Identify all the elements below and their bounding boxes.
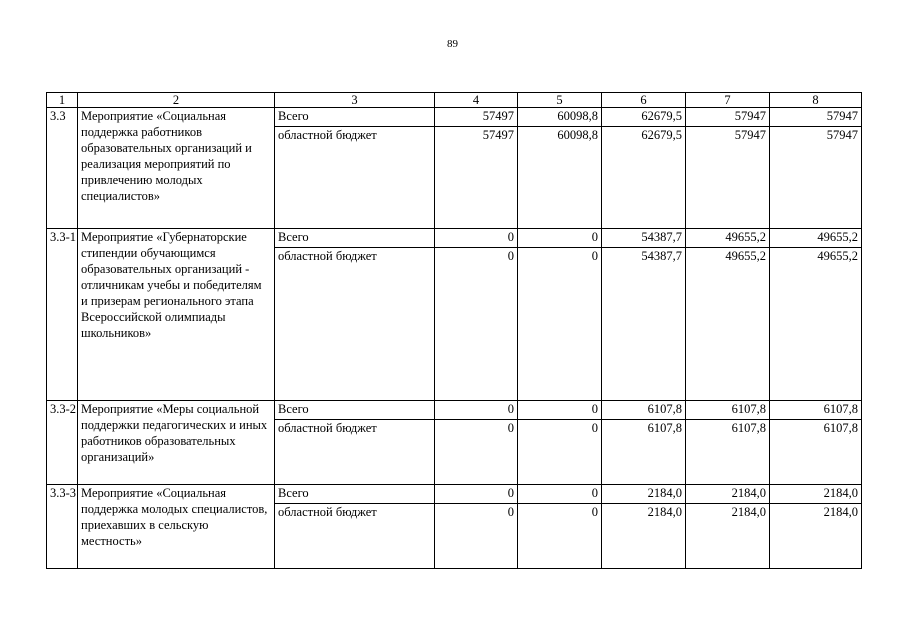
value-col8: 2184,0 [770,485,862,504]
header-cell: 5 [518,93,602,108]
value-col7: 2184,0 [686,504,770,569]
value-col5: 60098,8 [518,108,602,127]
value-col6: 54387,7 [602,248,686,401]
row-code: 3.3 [47,108,78,229]
funding-source: областной бюджет [275,420,435,485]
value-col4: 57497 [435,108,518,127]
value-col7: 6107,8 [686,420,770,485]
value-col5: 0 [518,401,602,420]
value-col7: 2184,0 [686,485,770,504]
header-cell: 4 [435,93,518,108]
header-cell: 2 [78,93,275,108]
funding-source: областной бюджет [275,248,435,401]
value-col4: 0 [435,401,518,420]
value-col7: 57947 [686,127,770,229]
header-cell: 6 [602,93,686,108]
value-col8: 49655,2 [770,229,862,248]
value-col4: 0 [435,420,518,485]
header-cell: 1 [47,93,78,108]
value-col4: 57497 [435,127,518,229]
value-col4: 0 [435,248,518,401]
value-col8: 49655,2 [770,248,862,401]
value-col7: 49655,2 [686,229,770,248]
value-col7: 49655,2 [686,248,770,401]
value-col6: 6107,8 [602,420,686,485]
header-row [47,93,862,108]
funding-source: областной бюджет [275,504,435,569]
header-cell: 3 [275,93,435,108]
funding-source: областной бюджет [275,127,435,229]
value-col8: 6107,8 [770,420,862,485]
funding-source: Всего [275,108,435,127]
row-code: 3.3-1 [47,229,78,401]
value-col5: 0 [518,504,602,569]
table-row [47,108,862,127]
value-col4: 0 [435,485,518,504]
value-col6: 6107,8 [602,401,686,420]
value-col5: 0 [518,420,602,485]
row-description: Мероприятие «Социальная поддержка работников образовательных организаций и реализация мероприятий по привлечению молодых специалистов» [78,108,275,229]
funding-source: Всего [275,485,435,504]
value-col6: 2184,0 [602,485,686,504]
value-col6: 62679,5 [602,108,686,127]
header-cell: 8 [770,93,862,108]
value-col5: 0 [518,248,602,401]
budget-table [46,92,862,569]
value-col6: 62679,5 [602,127,686,229]
value-col8: 6107,8 [770,401,862,420]
row-description: Мероприятие «Меры социальной поддержки педагогических и иных работников образовательных организаций» [78,401,275,485]
page-number: 89 [447,38,458,50]
value-col6: 2184,0 [602,504,686,569]
row-code: 3.3-2 [47,401,78,485]
row-description: Мероприятие «Социальная поддержка молодых специалистов, приехавших в сельскую местность» [78,485,275,569]
value-col5: 0 [518,229,602,248]
value-col4: 0 [435,504,518,569]
row-code: 3.3-3 [47,485,78,569]
value-col5: 0 [518,485,602,504]
value-col7: 6107,8 [686,401,770,420]
value-col8: 57947 [770,127,862,229]
table-row [47,485,862,504]
value-col8: 2184,0 [770,504,862,569]
funding-source: Всего [275,401,435,420]
funding-source: Всего [275,229,435,248]
value-col7: 57947 [686,108,770,127]
value-col5: 60098,8 [518,127,602,229]
header-cell: 7 [686,93,770,108]
row-description: Мероприятие «Губернаторские стипендии обучающимся образовательных организаций - отличникам учебы и победителям и призерам регионального этапа Всероссийской олимпиады школьников» [78,229,275,401]
value-col4: 0 [435,229,518,248]
table-row [47,401,862,420]
value-col6: 54387,7 [602,229,686,248]
value-col8: 57947 [770,108,862,127]
table-row [47,229,862,248]
